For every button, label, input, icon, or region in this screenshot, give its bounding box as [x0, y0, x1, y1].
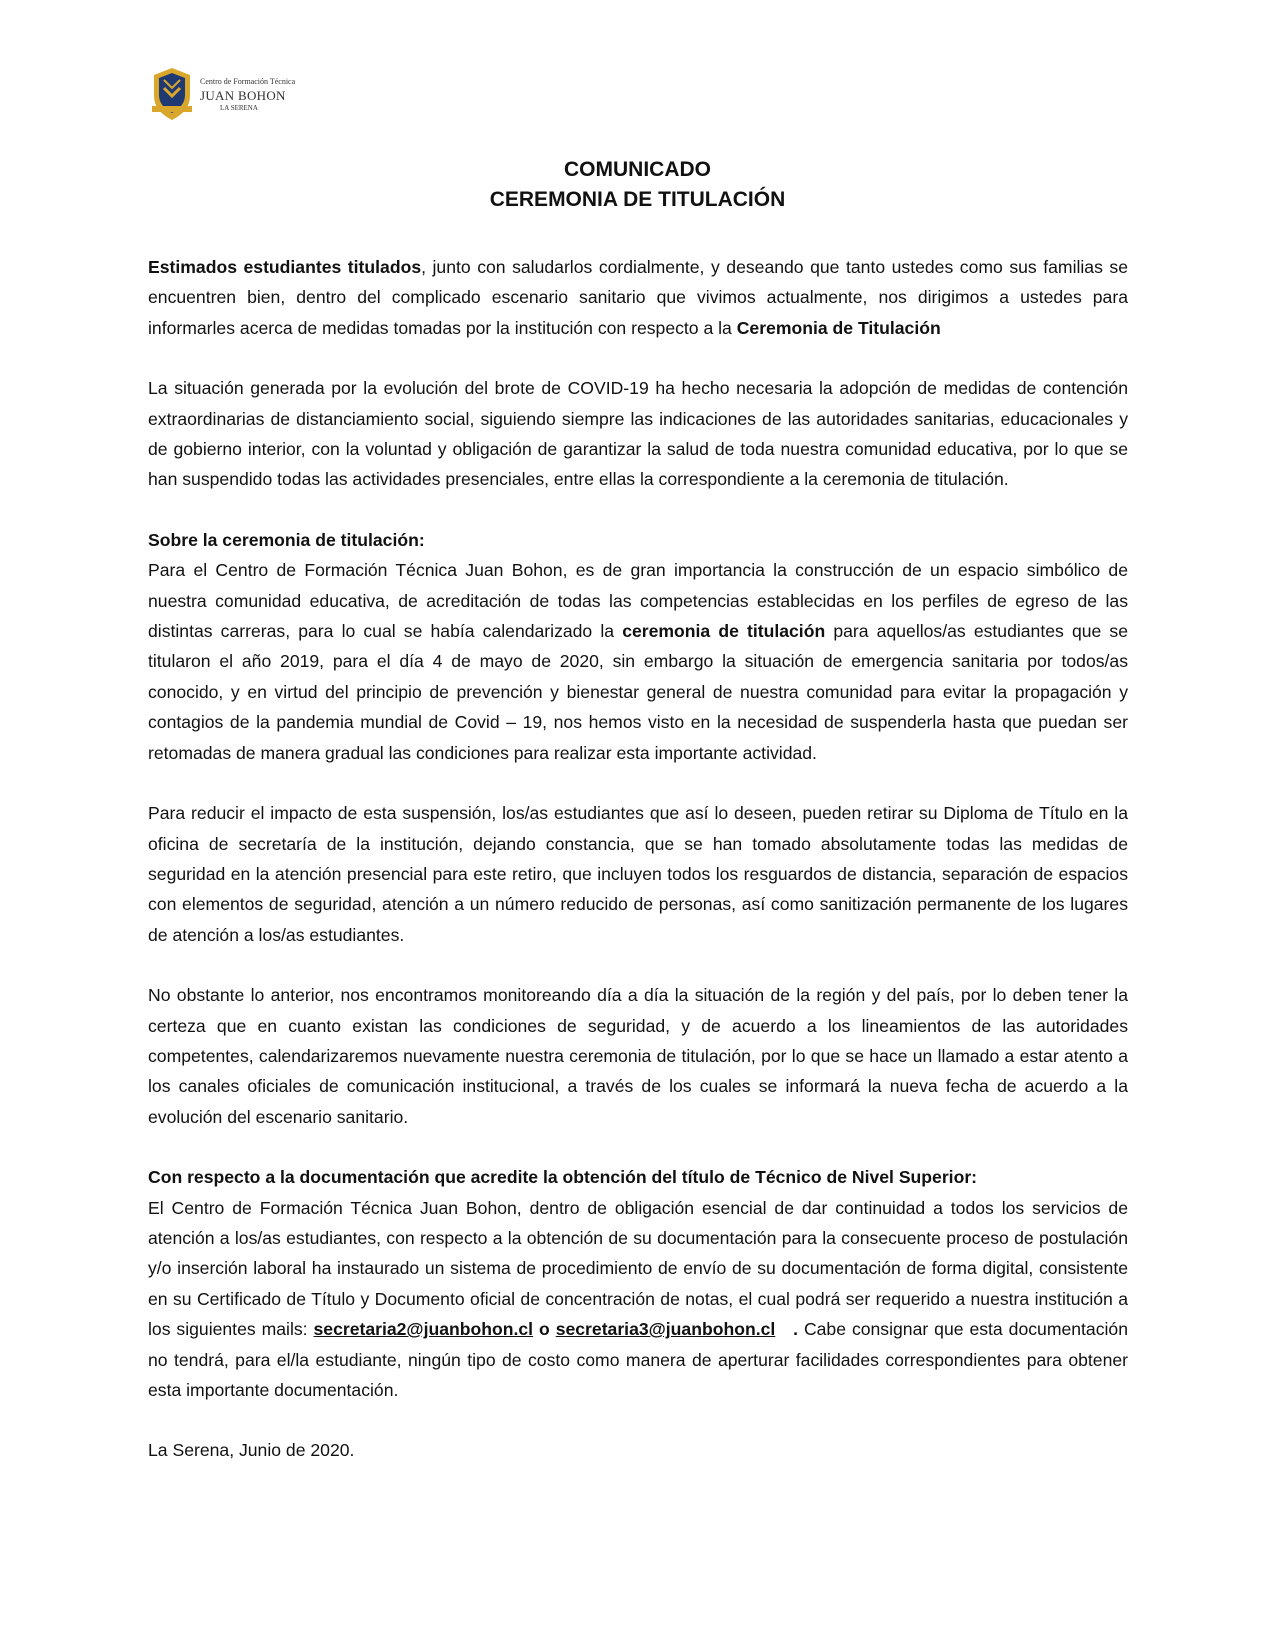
- document-title: [0, 155, 1275, 215]
- diploma-paragraph: Para reducir el impacto de esta suspensión, los/as estudiantes que así lo deseen, pueden retirar su Diploma de Título en la oficina de secretaría de la institución, dejando constancia, que se han tomado absolutamente todas las medidas de seguridad en la atención presencial para este retiro, que incluyen todos los resguardos de distancia, separación de espacios con elementos de seguridad, atención a un número reducido de personas, así como sanitización permanente de los lugares de atención a los/as estudiantes.: [148, 803, 1128, 945]
- logo-city: LA SERENA: [220, 104, 258, 112]
- ceremony-bold: ceremonia de titulación: [622, 621, 826, 642]
- ceremony-paragraph: [148, 555, 1128, 768]
- logo-text: [200, 78, 295, 112]
- title-line-1: COMUNICADO: [564, 158, 711, 181]
- email-trailing-period: .: [775, 1319, 804, 1340]
- covid-paragraph: La situación generada por la evolución del brote de COVID-19 ha hecho necesaria la adopción de medidas de contención extraordinarias de distanciamiento social, siguiendo siempre las indicaciones de las autoridades sanitarias, educacionales y de gobierno interior, con la voluntad y obligación de garantizar la salud de toda nuestra comunidad educativa, por lo que se han suspendido todas las actividades presenciales, entre ellas la correspondiente a la ceremonia de titulación.: [148, 378, 1128, 490]
- email-link-secretaria3[interactable]: secretaria3@juanbohon.cl: [555, 1319, 776, 1340]
- closing-line: La Serena, Junio de 2020.: [148, 1440, 355, 1461]
- ceremony-text-a: Para el Centro de Formación Técnica Juan Bohon, es de gran importancia la construcción de un espacio simbólico de nuestra comunidad educativa, de acreditación de todas las competencias establecidas en los perfiles de egreso de las distintas carreras, para lo cual se había calendarizado la: [148, 560, 1128, 642]
- title-line-2: CEREMONIA DE TITULACIÓN: [489, 188, 786, 211]
- documentation-section-heading: Con respecto a la documentación que acredite la obtención del título de Técnico de Nivel Superior:: [148, 1167, 978, 1188]
- ceremony-text-b: para aquellos/as estudiantes que se titularon el año 2019, para el día 4 de mayo de 2020, sin embargo la situación de emergencia sanitaria por todos/as conocido, y en virtud del principio de prevención y bienestar general de nuestra comunidad para evitar la propagación y contagios de la pandemia mundial de Covid – 19, nos hemos visto en la necesidad de suspenderla hasta que puedan ser retomadas de manera gradual las condiciones para realizar esta importante actividad.: [148, 621, 1129, 763]
- intro-end: Ceremonia de Titulación: [736, 317, 941, 338]
- intro-paragraph: [148, 252, 1128, 343]
- documentation-paragraph: [148, 1193, 1128, 1406]
- ceremony-section-heading: Sobre la ceremonia de titulación:: [148, 529, 425, 550]
- document-body: [148, 252, 1128, 1466]
- institution-logo: [150, 64, 300, 124]
- email-connector: o: [533, 1319, 556, 1340]
- monitoring-paragraph: No obstante lo anterior, nos encontramos monitoreando día a día la situación de la región y del país, por lo deben tener la certeza que en cuanto existan las condiciones de seguridad, y de acuerdo a los lineamientos de las autoridades competentes, calendarizaremos nuevamente nuestra ceremonia de titulación, por lo que se hace un llamado a estar atento a los canales oficiales de comunicación institucional, a través de los cuales se informará la nueva fecha de acuerdo a la evolución del escenario sanitario.: [148, 985, 1128, 1127]
- documentation-text-b: Cabe consignar que esta documentación no tendrá, para el/la estudiante, ningún tipo de costo como manera de aperturar facilidades correspondientes para obtener esta importante documentación.: [148, 1319, 1128, 1400]
- logo-subtitle: Centro de Formación Técnica: [200, 77, 296, 86]
- shield-emblem-icon: [150, 66, 194, 122]
- intro-lead: Estimados estudiantes titulados: [148, 257, 422, 277]
- documentation-text-a: El Centro de Formación Técnica Juan Bohon, dentro de obligación esencial de dar continuidad a todos los servicios de atención a los/as estudiantes, con respecto a la obtención de su documentación para la consecuente proceso de postulación y/o inserción laboral ha instaurado un sistema de procedimiento de envío de su documentación de forma digital, consistente en su Certificado de Título y Documento oficial de concentración de notas, el cual podrá ser requerido a nuestra institución a los siguientes mails:: [148, 1197, 1128, 1340]
- intro-text: , junto con saludarlos cordialmente, y deseando que tanto ustedes como sus familias se encuentren bien, dentro del complicado escenario sanitario que vivimos actualmente, nos dirigimos a ustedes para informarles acerca de medidas tomadas por la institución con respecto a la: [148, 257, 1128, 338]
- email-link-secretaria2[interactable]: secretaria2@juanbohon.cl: [313, 1319, 534, 1340]
- logo-name: JUAN BOHON: [200, 88, 286, 103]
